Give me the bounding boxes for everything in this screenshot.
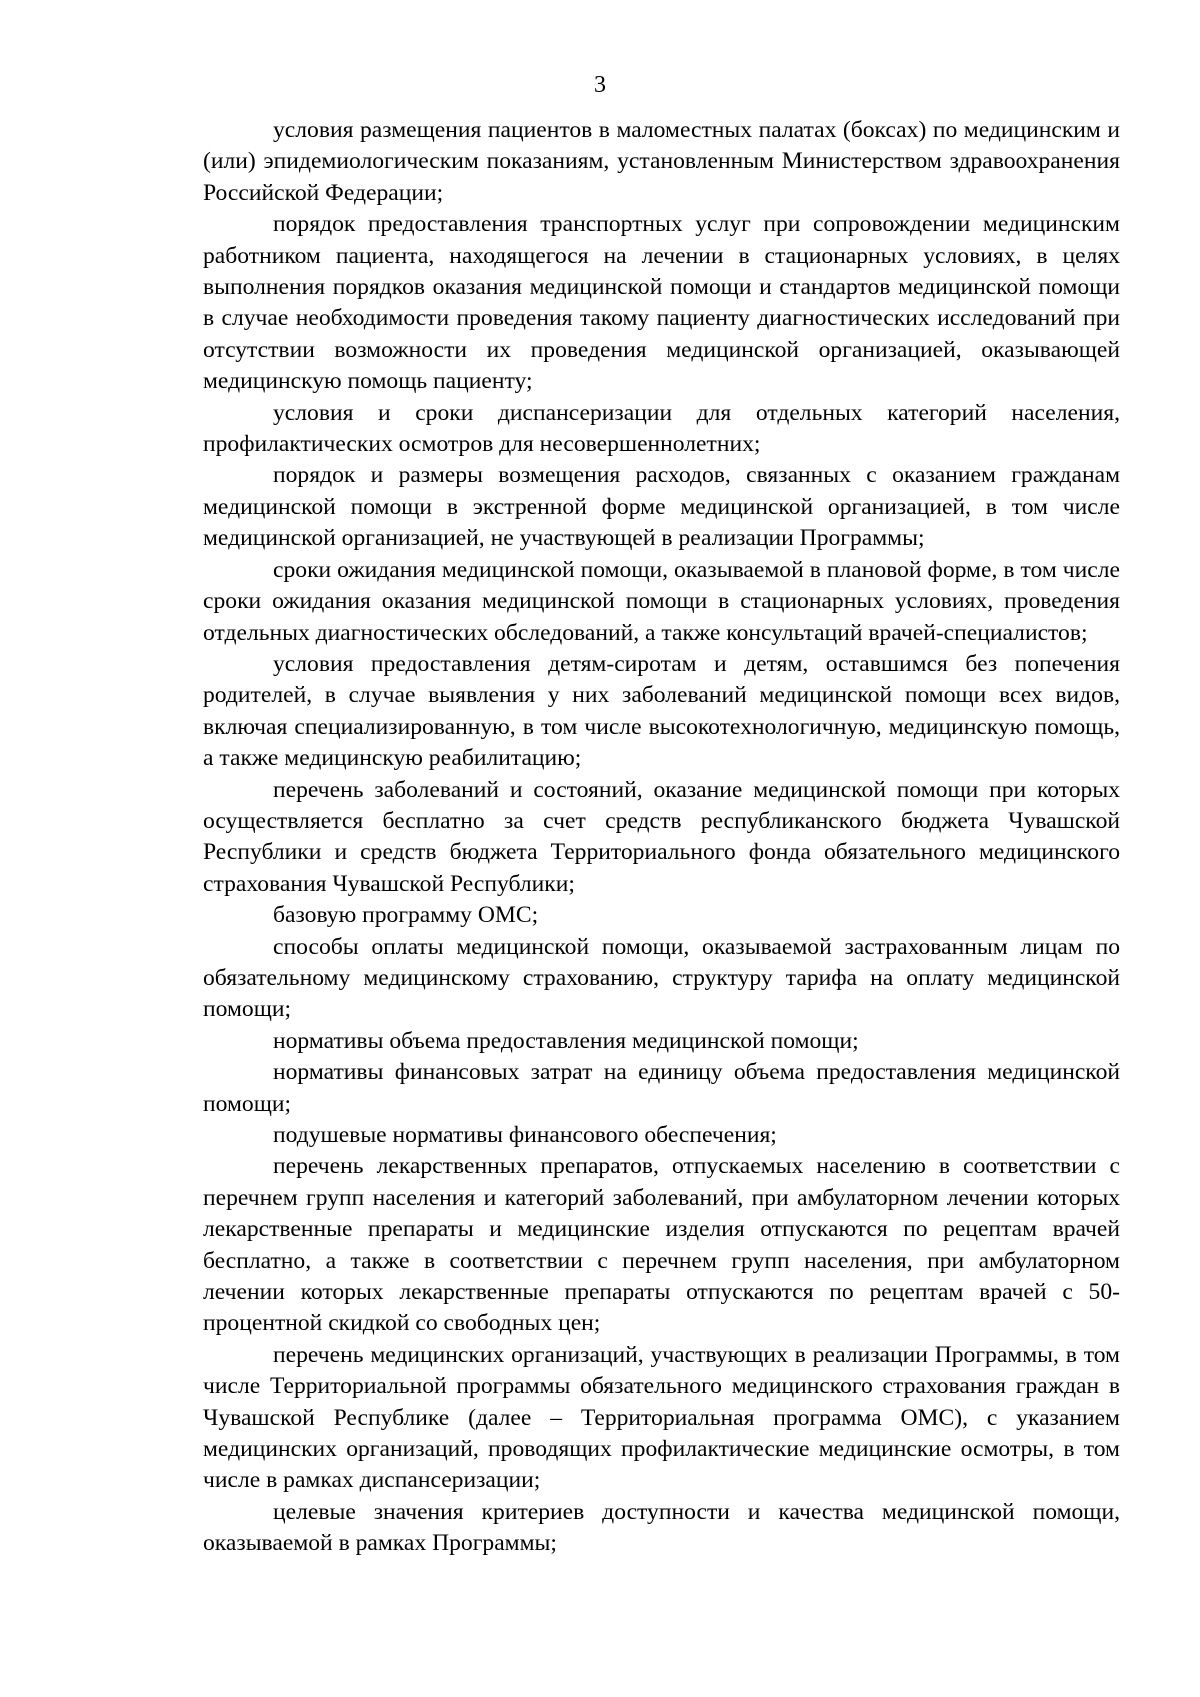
paragraph-orphan-care: условия предоставления детям-сиротам и детям, оставшимся без попечения родителей, в случае выявления у них заболеваний медицинской помощи всех видов, включая специализированную, в том числе высокотехнологичную, медицинскую помощь, а также медицинскую реабилитацию; <box>203 650 1120 772</box>
page-number: 3 <box>594 72 606 98</box>
paragraph-isolation-wards: условия размещения пациентов в маломестных палатах (боксах) по медицинским и (или) эпидемиологическим показаниям, установленным Министерством здравоохранения Российской Федерации; <box>203 117 1120 206</box>
paragraph-transport-services: порядок предоставления транспортных услуг при сопровождении медицинским работником пациента, находящегося на лечении в стационарных условиях, в целях выполнения порядков оказания медицинской помощи и стандартов медицинской помощи в случае необходимости проведения такому пациенту диагностических исследований при отсутствии возможности их проведения медицинской организацией, оказывающей медицинскую помощь пациенту; <box>203 211 1120 395</box>
paragraph-waiting-times: сроки ожидания медицинской помощи, оказываемой в плановой форме, в том числе сроки ожидания оказания медицинской помощи в стационарных условиях, проведения отдельных диагностических обследований, а также консультаций врачей-специалистов; <box>203 556 1120 646</box>
paragraph-cost-norms: нормативы финансовых затрат на единицу объема предоставления медицинской помощи; <box>203 1059 1120 1117</box>
paragraph-basic-oms: базовую программу ОМС; <box>273 902 539 929</box>
paragraph-volume-norms: нормативы объема предоставления медицинской помощи; <box>273 1027 859 1054</box>
paragraph-medical-organizations: перечень медицинских организаций, участвующих в реализации Программы, в том числе Территориальной программы обязательного медицинского страхования граждан в Чувашской Республике (далее – Территориальная программа ОМС), с указанием медицинских организаций, проводящих профилактические медицинские осмотры, в том числе в рамках диспансеризации; <box>203 1341 1120 1494</box>
paragraph-payment-methods: способы оплаты медицинской помощи, оказываемой застрахованным лицам по обязательному медицинскому страхованию, структуру тарифа на оплату медицинской помощи; <box>203 933 1120 1023</box>
paragraph-per-capita-norms: подушевые нормативы финансового обеспечения; <box>273 1122 777 1148</box>
paragraph-drug-list: перечень лекарственных препаратов, отпускаемых населению в соответствии с перечнем групп населения и категорий заболеваний, при амбулаторном лечении которых лекарственные препараты и медицинские изделия отпускаются по рецептам врачей бесплатно, а также в соответствии с перечнем групп населения, при амбулаторном лечении которых лекарственные препараты отпускаются по рецептам врачей с 50-процентной скидкой со свободных цен; <box>203 1153 1120 1337</box>
paragraph-expense-reimbursement: порядок и размеры возмещения расходов, связанных с оказанием гражданам медицинской помощи в экстренной форме медицинской организацией, в том числе медицинской организацией, не участвующей в реализации Программы; <box>203 462 1120 552</box>
paragraph-dispensarization: условия и сроки диспансеризации для отдельных категорий населения, профилактических осмотров для несовершеннолетних; <box>203 399 1120 458</box>
paragraph-free-care-conditions: перечень заболеваний и состояний, оказание медицинской помощи при которых осуществляется бесплатно за счет средств республиканского бюджета Чувашской Республики и средств бюджета Территориального фонда обязательного медицинского страхования Чувашской Республики; <box>203 776 1120 897</box>
paragraph-quality-criteria: целевые значения критериев доступности и качества медицинской помощи, оказываемой в рамках Программы; <box>203 1498 1120 1557</box>
document-body <box>203 115 1120 1560</box>
